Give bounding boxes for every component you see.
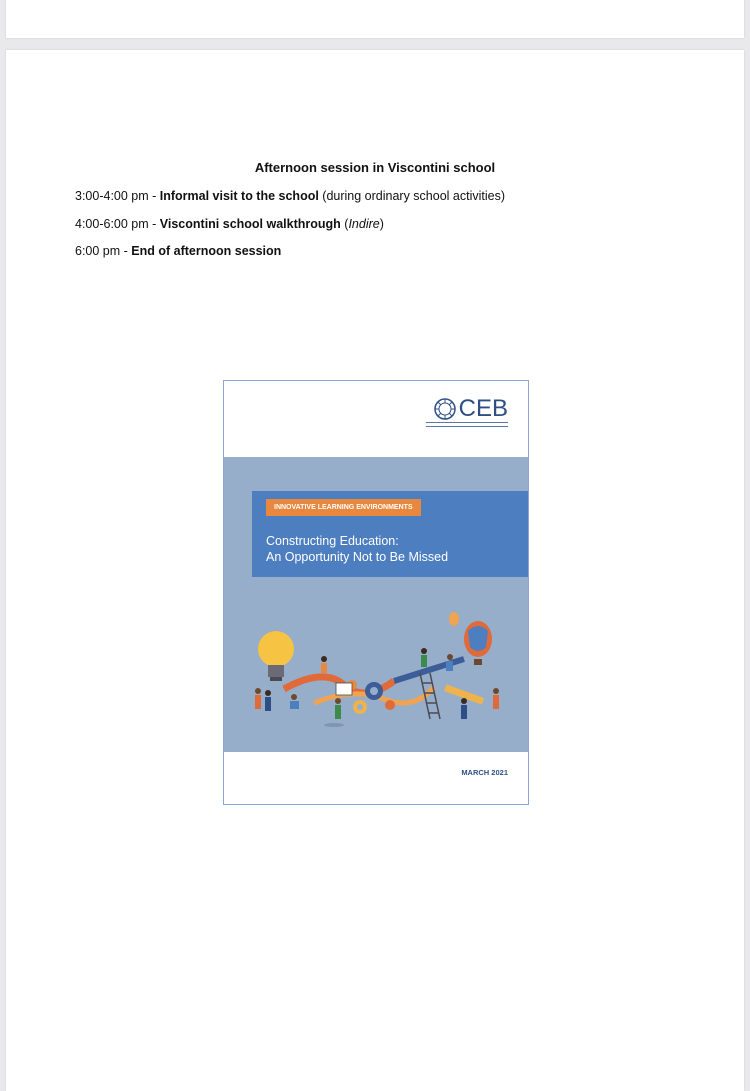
agenda-item [75, 217, 384, 231]
agenda-title: Viscontini school walkthrough [159, 217, 341, 231]
report-cover-image [223, 380, 529, 805]
agenda-title: Informal visit to the school [159, 189, 319, 203]
agenda-note: (during ordinary school activities) [318, 189, 506, 203]
agenda-time: 6:00 pm - [75, 244, 132, 258]
cover-banner [252, 491, 528, 577]
agenda-title: End of afternoon session [131, 244, 282, 258]
cover-header [224, 381, 528, 457]
agenda-item [75, 244, 281, 258]
cover-footer [224, 752, 528, 804]
ceb-logo-text: CEB [458, 395, 508, 422]
agenda-note-open: ( [340, 217, 349, 231]
cover-tag: INNOVATIVE LEARNING ENVIRONMENTS [266, 499, 421, 516]
cover-date: MARCH 2021 [461, 768, 508, 777]
light-bulb-icon [258, 631, 294, 681]
session-heading: Afternoon session in Viscontini school [254, 160, 496, 175]
previous-page [6, 0, 744, 38]
cover-body [224, 457, 528, 752]
ceb-logo [433, 395, 508, 423]
agenda-note-italic: Indire [348, 217, 380, 231]
cover-title-line: Constructing Education: [266, 534, 399, 548]
document-page [6, 50, 744, 1091]
agenda-note-close: ) [379, 217, 384, 231]
cover-title-line: An Opportunity Not to Be Missed [266, 550, 449, 564]
cover-title [266, 533, 448, 565]
agenda-item [75, 189, 505, 203]
agenda-time: 3:00-4:00 pm - [75, 189, 160, 203]
sign-board-icon [336, 683, 352, 695]
ceb-emblem-icon [433, 397, 457, 421]
cover-illustration [224, 607, 528, 747]
ceb-subtitle-lines [426, 422, 508, 430]
agenda-time: 4:00-6:00 pm - [75, 217, 160, 231]
hot-air-balloon-icon [449, 612, 492, 665]
